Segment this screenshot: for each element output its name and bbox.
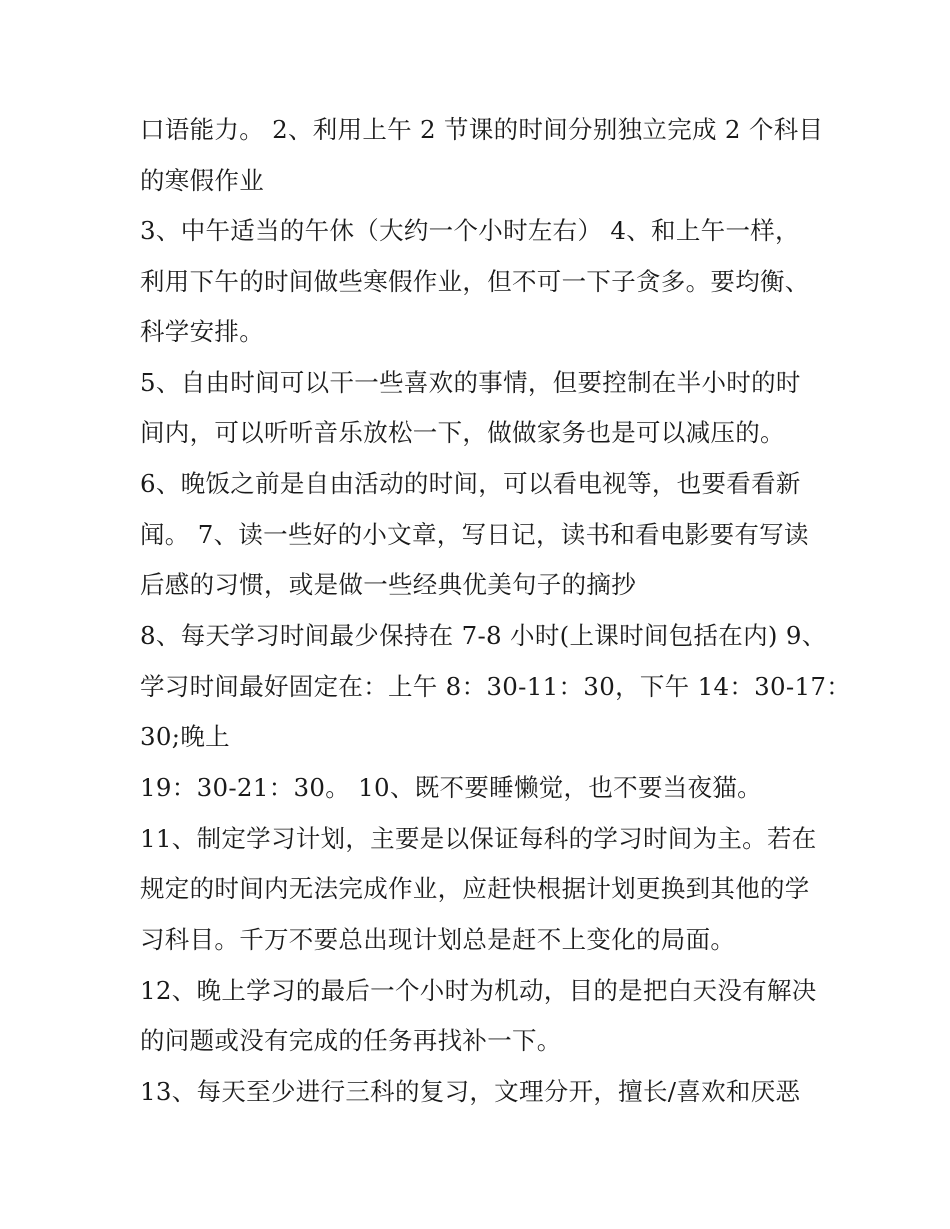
text-line: 13、每天至少进行三科的复习，文理分开，擅长/喜欢和厌恶 xyxy=(140,1077,801,1106)
text-line: 5、自由时间可以干一些喜欢的事情，但要控制在半小时的时 xyxy=(140,368,801,397)
text-line: 后感的习惯，或是做一些经典优美句子的摘抄 xyxy=(140,570,636,599)
text-line: 学习时间最好固定在：上午 8：30-11：30，下午 14：30-17： xyxy=(140,672,852,701)
text-line: 规定的时间内无法完成作业，应赶快根据计划更换到其他的学 xyxy=(140,874,810,903)
text-line: 30;晚上 xyxy=(140,722,230,751)
text-line: 11、制定学习计划，主要是以保证每科的学习时间为主。若在 xyxy=(140,824,817,853)
text-line: 3、中午适当的午休（大约一个小时左右） 4、和上午一样， xyxy=(140,216,800,245)
text-line: 19：30-21：30。 10、既不要睡懒觉，也不要当夜猫。 xyxy=(140,773,762,802)
text-line: 闻。 7、读一些好的小文章，写日记，读书和看电影要有写读 xyxy=(140,520,809,549)
text-line: 6、晚饭之前是自由活动的时间，可以看电视等，也要看看新 xyxy=(140,469,801,498)
text-line: 的寒假作业 xyxy=(140,166,264,195)
text-line: 科学安排。 xyxy=(140,317,264,346)
text-line: 利用下午的时间做些寒假作业，但不可一下子贪多。要均衡、 xyxy=(140,267,810,296)
text-line: 口语能力。 2、利用上午 2 节课的时间分别独立完成 2 个科目 xyxy=(140,115,824,144)
text-line: 习科目。千万不要总出现计划总是赶不上变化的局面。 xyxy=(140,925,736,954)
text-line: 8、每天学习时间最少保持在 7-8 小时(上课时间包括在内) 9、 xyxy=(140,621,827,650)
text-line: 间内，可以听听音乐放松一下，做做家务也是可以减压的。 xyxy=(140,418,785,447)
text-line: 的问题或没有完成的任务再找补一下。 xyxy=(140,1026,562,1055)
text-line: 12、晚上学习的最后一个小时为机动，目的是把白天没有解决 xyxy=(140,976,817,1005)
